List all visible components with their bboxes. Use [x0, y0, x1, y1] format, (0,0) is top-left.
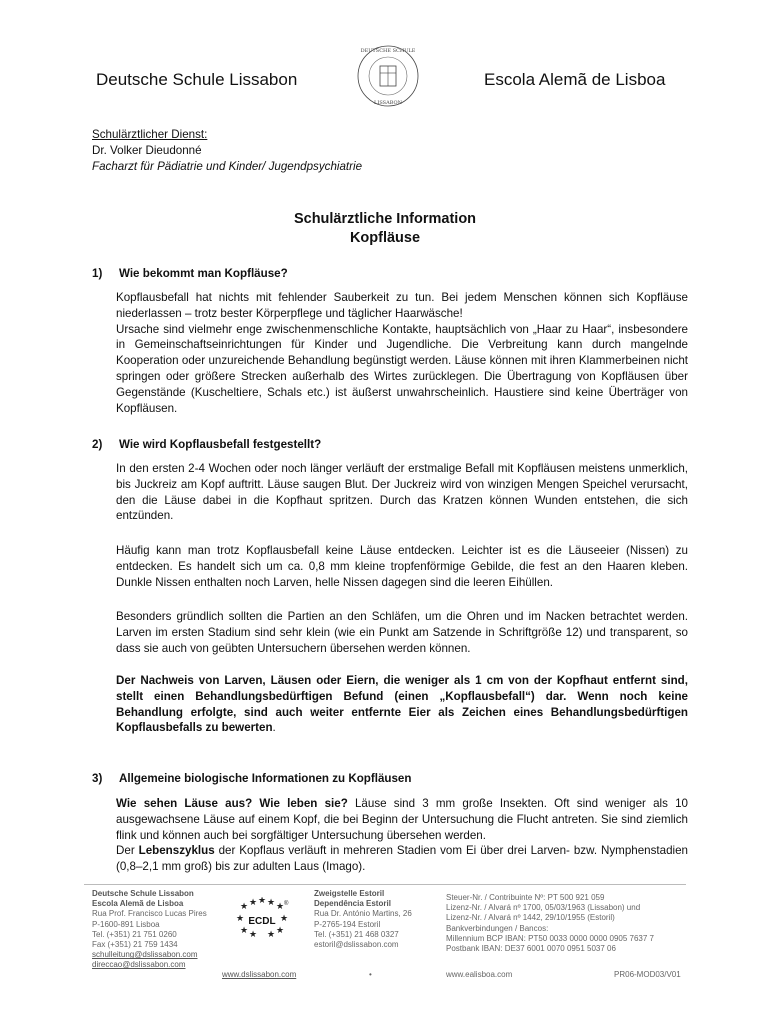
svg-text:LISSABON: LISSABON — [374, 100, 402, 106]
website-link-ealisboa[interactable]: www.ealisboa.com — [446, 970, 513, 979]
paragraph-highlight: Der Nachweis von Larven, Läusen oder Eiern, die weniger als 1 cm von der Kopfhaut entfernt sind, stellt einen Behandlungsbedürftigen Befund (einen „Kopflausbefall“) dar. Wenn noch keine Behandlung erfolgte, sind auch weiter entfernte Eier als Zeichen eines Behandlungsbedürftigen Kopflausbefalls zu bewerten. — [116, 674, 688, 735]
header-school-name-pt: Escola Alemã de Lisboa — [484, 70, 666, 89]
document-title — [0, 210, 770, 248]
footer-address-lisbon: Deutsche Schule Lissabon Escola Alemã de Lisboa Rua Prof. Francisco Lucas Pires P-1600-891 Lisboa Tel. (+351) 21 751 0260 Fax (+351) 21 759 1434 schulleitung@dslissabon.com direccao@dslissabon.com — [92, 889, 232, 971]
paragraph: Kopflausbefall hat nichts mit fehlender Sauberkeit zu tun. Bei jedem Menschen können sich Kopfläuse niederlassen – trotz bester Körperpflege und täglicher Haarwäsche! — [116, 291, 688, 320]
title-line-2: Kopfläuse — [349, 230, 421, 246]
paragraph: Ursache sind vielmehr enge zwischenmenschliche Kontakte, hauptsächlich von „Haar zu Haar“, insbesondere in Gemeinschaftseinrichtungen für Kinder und Jugendliche. Die Verbreitung kann durch mangelnde Kooperation oder unzureichende Behandlung begünstigt werden. Läuse können mit ihren Klammerbeinen nicht springen oder größere Strecken außerhalb des Wirtes zurücklegen. Die Übertragung von Kopfläusen über Gegenstände (Kuscheltiere, Schals etc.) ist äußerst unwahrscheinlich. Haustiere sind keine Überträger von Kopfläusen. — [116, 322, 688, 415]
footer-bullet: • — [369, 970, 372, 979]
svg-text:★: ★ — [276, 901, 285, 911]
website-link-dslissabon[interactable]: www.dslissabon.com — [222, 970, 297, 979]
svg-text:★: ★ — [267, 897, 276, 907]
paragraph: Der Lebenszyklus der Kopflaus verläuft in mehreren Stadien vom Ei über drei Larven- bzw. Nymphenstadien (0,8–2,1 mm groß) bis zur adulten Laus (Imago). — [116, 844, 688, 874]
section-2-heading: 2) Wie wird Kopflausbefall festgestellt? — [92, 438, 322, 451]
email-link-schulleitung[interactable]: schulleitung@dslissabon.com — [92, 950, 198, 960]
section-3-body — [116, 796, 688, 875]
svg-text:★: ★ — [249, 929, 258, 939]
svg-text:★: ★ — [267, 929, 276, 939]
school-doctor-info — [92, 127, 362, 175]
section-1-heading: 1) Wie bekommt man Kopfläuse? — [92, 267, 288, 280]
svg-text:★: ★ — [236, 913, 245, 923]
doctor-specialty: Facharzt für Pädiatrie und Kinder/ Jugendpsychiatrie — [92, 160, 363, 173]
section-3-heading: 3) Allgemeine biologische Informationen zu Kopfläusen — [92, 772, 412, 785]
header-school-name-de: Deutsche Schule Lissabon — [96, 70, 298, 89]
section-1-body — [116, 290, 688, 416]
paragraph: In den ersten 2-4 Wochen oder noch länger verläuft der erstmalige Befall mit Kopfläusen meistens unmerklich, bis Juckreiz am Kopf auftritt. Läuse saugen Blut. Der Juckreiz wird von winzigen Mengen Speichel verursacht, den die Läuse dabei in die Kopfhaut spritzen. Durch das Kratzen können Wunden entstehen, die sich entzünden. — [116, 462, 688, 523]
document-code: PR06-MOD03/V01 — [614, 970, 681, 979]
email-link-direccao[interactable]: direccao@dslissabon.com — [92, 960, 186, 970]
paragraph: Wie sehen Läuse aus? Wie leben sie? Läuse sind 3 mm große Insekten. Oft sind weniger als 10 ausgewachsene Läuse auf einem Kopf, die bei Beginn der Untersuchung die Flucht antreten. Sie sind ziemlich flink und können auch bei sorgfältiger Untersuchung übersehen werden. — [116, 797, 688, 842]
ecdl-logo — [232, 897, 290, 939]
svg-text:DEUTSCHE SCHULE: DEUTSCHE SCHULE — [360, 48, 416, 54]
svg-text:®: ® — [284, 901, 289, 907]
doctor-name: Dr. Volker Dieudonné — [92, 144, 202, 157]
svg-text:★: ★ — [280, 913, 289, 923]
footer-divider — [84, 884, 686, 885]
service-label: Schulärztlicher Dienst: — [92, 128, 208, 141]
svg-text:★: ★ — [240, 901, 249, 911]
ecdl-label: ECDL — [248, 916, 276, 927]
paragraph: Häufig kann man trotz Kopflausbefall keine Läuse entdecken. Leichter ist es die Läuseeier (Nissen) zu entdecken. Es handelt sich um ca. 0,8 mm kleine tropfenförmige Gebilde, die fest an den Haaren kleben. Dunkle Nissen enthalten noch Larven, helle Nissen dagegen sind die leeren Eihüllen. — [116, 544, 688, 589]
footer-legal-info: Steuer-Nr. / Contribuinte Nº: PT 500 921 059 Lizenz-Nr. / Alvará nº 1700, 05/03/1963 (Lissabon) und Lizenz-Nr. / Alvará nº 1442, 29/10/1955 (Estoril) Bankverbindungen / Bancos: Millennium BCP IBAN: PT50 0033 0000 0000 0905 7637 7 Postbank IBAN: DE37 6001 0070 0951 5037 06 — [446, 893, 654, 954]
school-seal-logo — [356, 44, 420, 108]
svg-text:★: ★ — [276, 925, 285, 935]
svg-text:★: ★ — [240, 925, 249, 935]
footer-address-estoril: Zweigstelle Estoril Dependência Estoril Rua Dr. António Martins, 26 P-2765-194 Estoril Tel. (+351) 21 468 0327 estoril@dslissabon.com — [314, 889, 412, 950]
paragraph: Besonders gründlich sollten die Partien an den Schläfen, um die Ohren und im Nacken betrachtet werden. Larven im ersten Stadium sind sehr klein (wie ein Punkt am Satzende in Schriftgröße 12) und transparent, so dass sie auch von geübten Untersuchern übersehen werden können. — [116, 610, 688, 655]
svg-text:★: ★ — [258, 897, 267, 905]
title-line-1: Schulärztliche Information — [293, 211, 477, 227]
svg-text:★: ★ — [249, 897, 258, 907]
